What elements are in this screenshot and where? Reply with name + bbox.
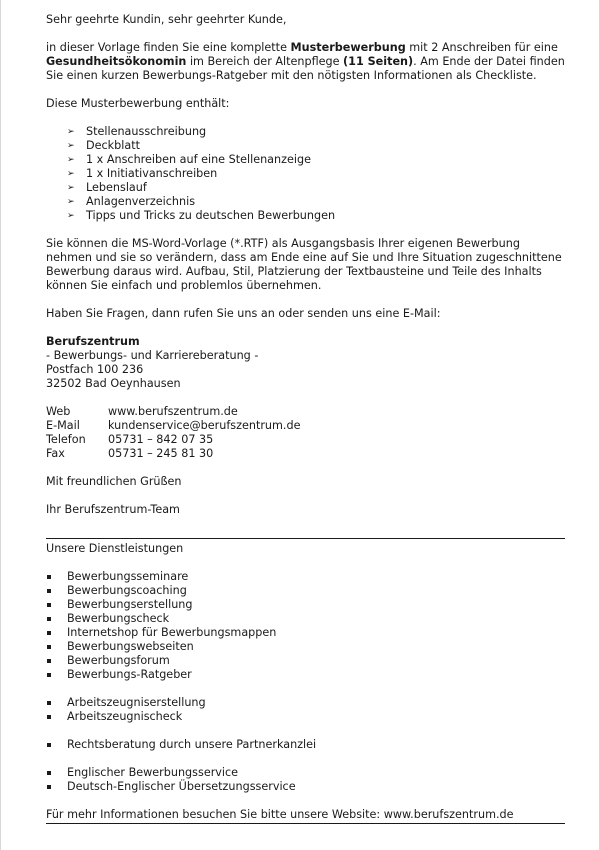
- arrow-bullet-icon: ➢: [67, 183, 75, 193]
- square-bullet-icon: [47, 617, 51, 621]
- contact-row-fax: [46, 447, 566, 461]
- contact-label: E-Mail: [46, 419, 80, 432]
- fax-value: 05731 – 245 81 30: [108, 447, 214, 460]
- square-bullet-icon: [47, 701, 51, 705]
- document-body: [46, 13, 566, 824]
- square-bullet-icon: [47, 715, 51, 719]
- footer-text: Für mehr Informationen besuchen Sie bitte unsere Website: www.berufszentrum.de: [46, 808, 514, 821]
- intro-paragraph: in dieser Vorlage finden Sie eine komplette Musterbewerbung mit 2 Anschreiben für eine Gesundheitsökonomin im Bereich der Altenpflege (11 Seiten). Am Ende der Datei finden Sie einen kurzen Bewerbungs-Ratgeber mit den nötigsten Informationen als Checkliste.: [46, 41, 565, 82]
- square-bullet-icon: [47, 603, 51, 607]
- contents-heading: Diese Musterbewerbung enthält:: [46, 97, 230, 110]
- square-bullet-icon: [47, 743, 51, 747]
- contact-row-phone: [46, 433, 566, 447]
- signature: Ihr Berufszentrum-Team: [46, 503, 180, 516]
- arrow-bullet-icon: ➢: [67, 197, 75, 207]
- arrow-bullet-icon: ➢: [67, 141, 75, 151]
- intro-bold-musterbewerbung: Musterbewerbung: [290, 41, 406, 54]
- list-item: Arbeitszeugniserstellung: [46, 696, 566, 710]
- company-subtitle: - Bewerbungs- und Karriereberatung -: [46, 349, 259, 362]
- list-item: Bewerbungserstellung: [46, 598, 566, 612]
- services-list-main: [46, 570, 566, 682]
- square-bullet-icon: [47, 771, 51, 775]
- company-street: Postfach 100 236: [46, 363, 144, 376]
- list-item: ➢ Tipps und Tricks zu deutschen Bewerbungen: [67, 209, 336, 222]
- square-bullet-icon: [47, 589, 51, 593]
- phone-value: 05731 – 842 07 35: [108, 433, 214, 446]
- list-item: Bewerbungscheck: [46, 612, 566, 626]
- intro-bold-profession: Gesundheitsökonomin: [46, 55, 187, 68]
- contact-row-web: [46, 405, 566, 419]
- web-link[interactable]: www.berufszentrum.de: [108, 405, 238, 418]
- contents-list: [46, 125, 566, 223]
- arrow-bullet-icon: ➢: [67, 169, 75, 179]
- square-bullet-icon: [47, 673, 51, 677]
- closing: Mit freundlichen Grüßen: [46, 475, 182, 488]
- questions-paragraph: Haben Sie Fragen, dann rufen Sie uns an oder senden uns eine E-Mail:: [46, 307, 441, 320]
- square-bullet-icon: [47, 575, 51, 579]
- arrow-bullet-icon: ➢: [67, 155, 75, 165]
- company-address: [46, 335, 566, 391]
- list-item: Rechtsberatung durch unsere Partnerkanzlei: [46, 738, 566, 752]
- list-item: ➢ Anlagenverzeichnis: [67, 195, 196, 208]
- list-item: Bewerbungs-Ratgeber: [46, 668, 566, 682]
- services-list-english: [46, 766, 566, 794]
- list-item: Englischer Bewerbungsservice: [46, 766, 566, 780]
- company-name: Berufszentrum: [46, 335, 140, 348]
- contact-label: Fax: [46, 447, 65, 460]
- list-item: ➢ 1 x Initiativanschreiben: [67, 167, 218, 180]
- square-bullet-icon: [47, 645, 51, 649]
- square-bullet-icon: [47, 659, 51, 663]
- list-item: Bewerbungswebseiten: [46, 640, 566, 654]
- contact-block: [46, 405, 566, 461]
- contact-label: Web: [46, 405, 71, 418]
- list-item: Bewerbungscoaching: [46, 584, 566, 598]
- arrow-bullet-icon: ➢: [67, 127, 75, 137]
- contact-label: Telefon: [46, 433, 86, 446]
- list-item: Deutsch-Englischer Übersetzungsservice: [46, 780, 566, 794]
- arrow-bullet-icon: ➢: [67, 211, 75, 221]
- services-list-legal: [46, 738, 566, 752]
- list-item: ➢ Deckblatt: [67, 139, 140, 152]
- list-item: ➢ Stellenausschreibung: [67, 125, 207, 138]
- contact-row-email: [46, 419, 566, 433]
- square-bullet-icon: [47, 785, 51, 789]
- intro-bold-pages: (11 Seiten): [343, 55, 414, 68]
- services-list-certificates: [46, 696, 566, 724]
- list-item: ➢ 1 x Anschreiben auf eine Stellenanzeige: [67, 153, 311, 166]
- email-link[interactable]: kundenservice@berufszentrum.de: [108, 419, 301, 432]
- footer-divider: [46, 823, 565, 824]
- greeting: Sehr geehrte Kundin, sehr geehrter Kunde,: [46, 13, 287, 26]
- list-item: Internetshop für Bewerbungsmappen: [46, 626, 566, 640]
- list-item: Bewerbungsforum: [46, 654, 566, 668]
- list-item: ➢ Lebenslauf: [67, 181, 147, 194]
- services-heading: Unsere Dienstleistungen: [46, 542, 184, 555]
- company-city: 32502 Bad Oeynhausen: [46, 377, 181, 390]
- square-bullet-icon: [47, 631, 51, 635]
- list-item: Bewerbungsseminare: [46, 570, 566, 584]
- usage-paragraph: Sie können die MS-Word-Vorlage (*.RTF) als Ausgangsbasis Ihrer eigenen Bewerbung nehmen und sie so verändern, dass am Ende eine auf Sie und Ihre Situation zugeschnittene Bewerbung daraus wird. Aufbau, Stil, Platzierung der Textbausteine und Teile des Inhalts können Sie einfach und problemlos übernehmen.: [46, 237, 562, 292]
- list-item: Arbeitszeugnischeck: [46, 710, 566, 724]
